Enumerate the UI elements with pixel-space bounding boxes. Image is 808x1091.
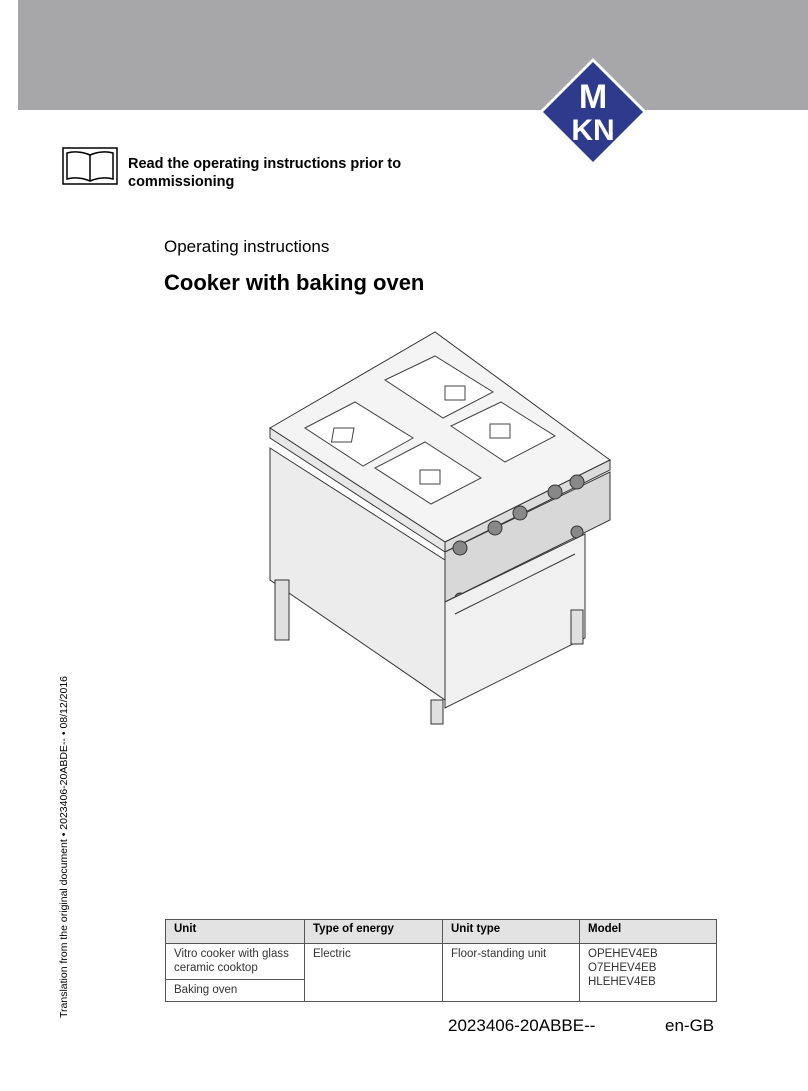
table-header-row: [166, 920, 717, 944]
document-number: 2023406-20ABBE--: [448, 1016, 596, 1035]
document-title: Cooker with baking oven: [164, 270, 425, 295]
safety-notice: Read the operating instructions prior to commissioning: [128, 156, 402, 190]
open-book-icon: [62, 147, 118, 185]
translation-note: Translation from the original document • 2023406-20ABDE-- • 08/12/2016: [58, 676, 70, 1018]
model-1: OPEHEV4EB: [588, 948, 658, 960]
header-band: [18, 0, 808, 110]
header-energy: Type of energy: [305, 920, 443, 944]
cell-models: [580, 944, 717, 1002]
model-2: O7EHEV4EB: [588, 962, 657, 974]
logo-letters-kn: KN: [571, 114, 615, 147]
specification-table: [165, 919, 717, 1002]
document-type: Operating instructions: [164, 237, 330, 256]
logo-letter-m: M: [578, 78, 608, 116]
cell-unit-1: Vitro cooker with glass ceramic cooktop: [166, 944, 305, 980]
header-unit: Unit: [166, 920, 305, 944]
cooker-illustration: [255, 320, 615, 740]
mkn-logo: [537, 56, 649, 168]
header-model: Model: [580, 920, 717, 944]
cell-unit-type: Floor-standing unit: [443, 944, 580, 1002]
language-code: en-GB: [665, 1016, 715, 1035]
table-row: [166, 944, 717, 980]
model-3: HLEHEV4EB: [588, 976, 656, 988]
header-unit-type: Unit type: [443, 920, 580, 944]
cell-unit-2: Baking oven: [166, 980, 305, 1002]
cell-energy: Electric: [305, 944, 443, 1002]
